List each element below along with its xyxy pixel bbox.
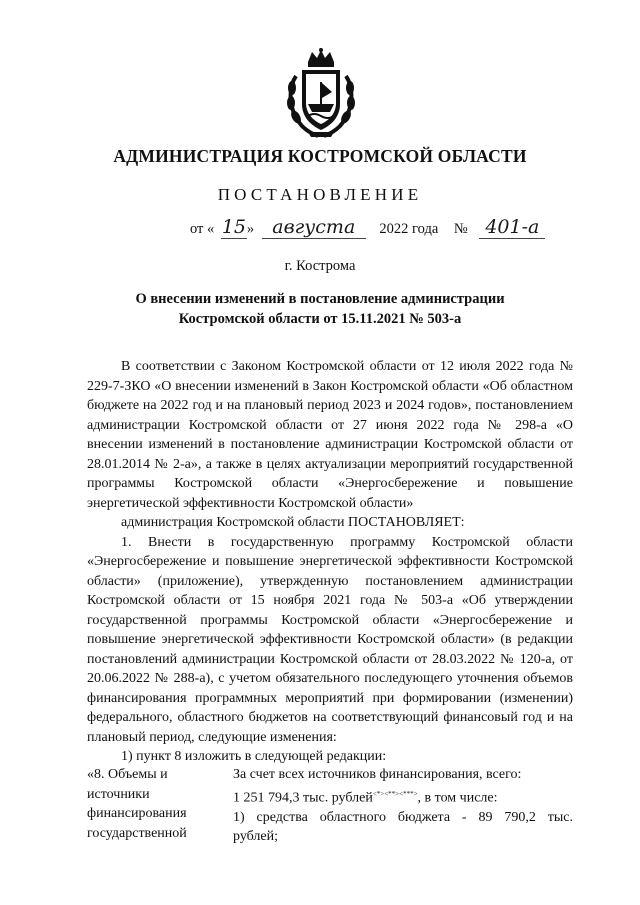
date-prefix: от « xyxy=(190,221,215,237)
coat-of-arms-emblem xyxy=(282,48,360,140)
date-month: августа xyxy=(262,216,366,239)
item-1-paragraph: 1. Внести в государственную программу Костромской области «Энергосбережение и повышение энергетической эффективности Костромской области» (приложение), утвержденную постановлением администрации Костромской области от 15 ноября 2021 года № 503-а «Об утверждении государственной программы Костромской области «Энергосбережение и повышение энергетической эффективности Костромской области» (в редакции постановлений администрации Костромской области от 28.03.2022 № 120-а, от 20.06.2022 № 288-а), с учетом обязательного последующего уточнения объемов финансирования программных мероприятий при формировании (изменении) федерального, областного бюджетов на соответствующий финансовый год и на плановый период, следующие изменения: xyxy=(87,534,573,745)
table-left-line: финансирования xyxy=(87,806,187,821)
subject-heading xyxy=(110,289,530,329)
funding-amount: 1 251 794,3 тыс. рублей xyxy=(233,790,373,806)
table-right-cell xyxy=(233,765,573,847)
document-number: 401-а xyxy=(479,216,545,239)
funding-tail: , в том числе: xyxy=(417,790,498,806)
document-body xyxy=(87,357,573,767)
subject-line-2: Костромской области от 15.11.2021 № 503-а xyxy=(178,311,462,327)
resolves-paragraph: администрация Костромской области ПОСТАНОВЛЯЕТ: xyxy=(121,515,465,530)
table-left-line: «8. Объемы и xyxy=(87,767,168,782)
date-year: 2022 года xyxy=(379,221,439,237)
number-label: № xyxy=(453,221,468,237)
table-left-line: источники xyxy=(87,786,150,802)
date-quote-close: » xyxy=(246,221,255,237)
funding-footnote-marks: <*><**><***> xyxy=(372,789,418,798)
subitem-1-paragraph: 1) пункт 8 изложить в следующей редакции: xyxy=(121,749,387,764)
city-line: г. Кострома xyxy=(284,258,356,274)
table-left-line: государственной xyxy=(87,825,187,841)
regional-budget-line: 1) средства областного бюджета - 89 790,2 тыс. xyxy=(233,809,573,825)
table-left-cell xyxy=(87,765,217,843)
date-number-line xyxy=(190,216,545,239)
date-day: 15 xyxy=(221,216,246,238)
funding-total-line: За счет всех источников финансирования, всего: xyxy=(233,767,522,782)
organization-title: АДМИНИСТРАЦИЯ КОСТРОМСКОЙ ОБЛАСТИ xyxy=(113,146,527,166)
subject-line-1: О внесении изменений в постановление администрации xyxy=(135,291,505,307)
regional-budget-unit: рублей; xyxy=(233,829,278,845)
preamble-paragraph: В соответствии с Законом Костромской области от 12 июля 2022 года № 229-7-ЗКО «О внесении изменений в Закон Костромской области «Об областном бюджете на 2022 год и на плановый период 2023 и 2024 годов», постановлением администрации Костромской области от 27 июня 2022 года № 298-а «О внесении изменений в постановление администрации Костромской области от 28.01.2014 № 2-а», а также в целях актуализации мероприятий государственной программы Костромской области «Энергосбережение и повышение энергетической эффективности Костромской области» xyxy=(87,359,573,511)
document-type: ПОСТАНОВЛЕНИЕ xyxy=(217,185,423,204)
funding-amount-line xyxy=(233,785,573,808)
